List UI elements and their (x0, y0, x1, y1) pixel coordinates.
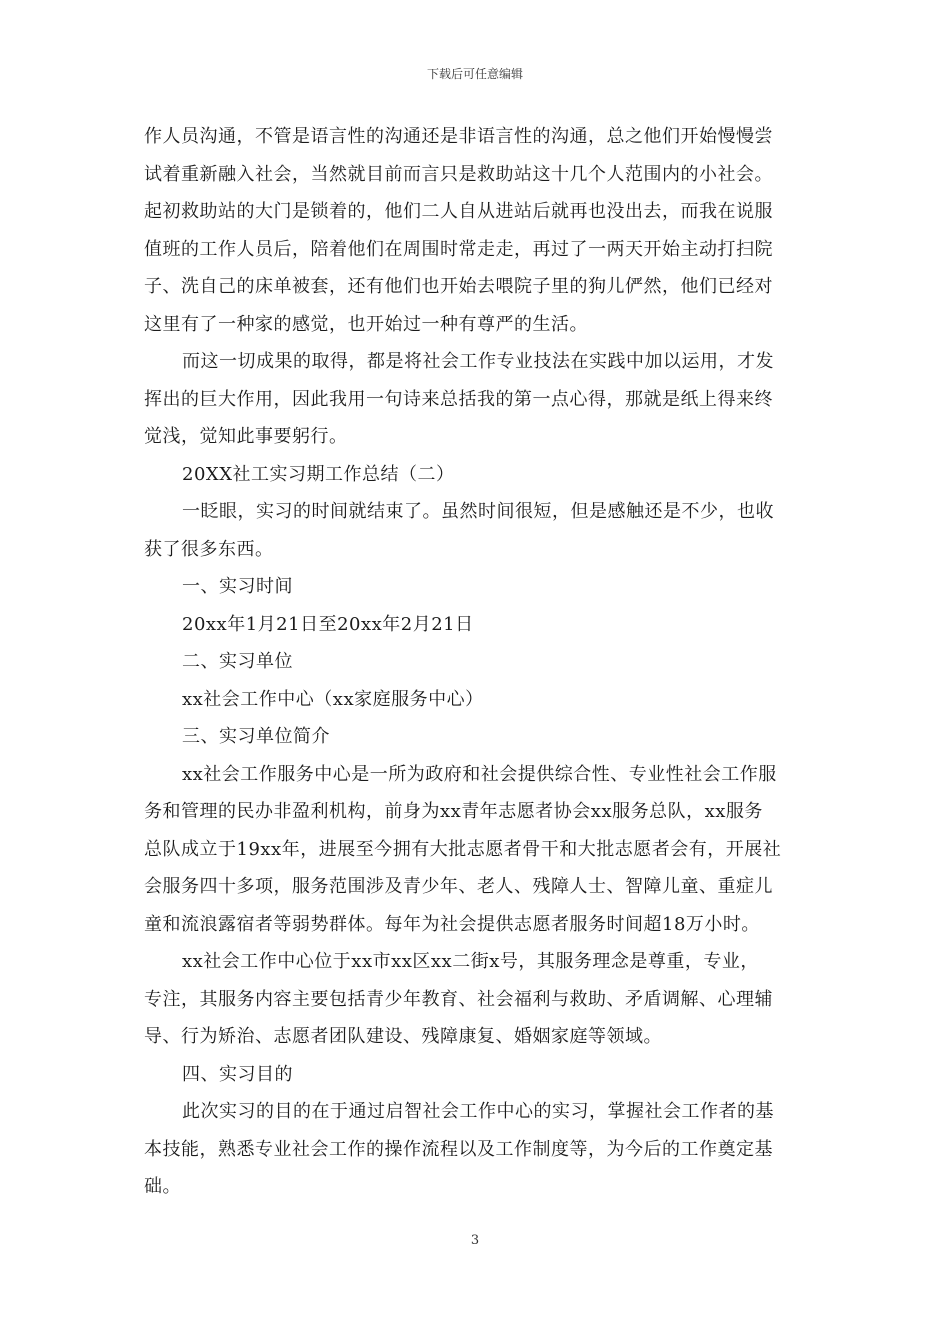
page-header: 下载后可任意编辑 (426, 67, 523, 81)
body-text-line: xx社会工作中心位于xx市xx区xx二街x号，其服务理念是尊重，专业， (182, 951, 759, 972)
body-text-line: 而这一切成果的取得，都是将社会工作专业技法在实践中加以运用，才发 (182, 351, 774, 372)
body-text-line: 此次实习的目的在于通过启智社会工作中心的实习，掌握社会工作者的基 (182, 1101, 774, 1122)
body-text-line: 三、实习单位简介 (182, 726, 330, 747)
body-text-line: 专注，其服务内容主要包括青少年教育、社会福利与救助、矛盾调解、心理辅 (144, 988, 773, 1010)
body-text-line: 础。 (144, 1176, 181, 1197)
body-text-line: 试着重新融入社会，当然就目前而言只是救助站这十几个人范围内的小社会。 (144, 163, 773, 185)
body-text-line: 挥出的巨大作用，因此我用一句诗来总括我的第一点心得，那就是纸上得来终 (144, 388, 773, 410)
body-text-line: 会服务四十多项，服务范围涉及青少年、老人、残障人士、智障儿童、重症儿 (144, 876, 773, 897)
body-text-line: 童和流浪露宿者等弱势群体。每年为社会提供志愿者服务时间超18万小时。 (144, 913, 760, 935)
body-text-line: 值班的工作人员后，陪着他们在周围时常走走，再过了一两天开始主动打扫院 (144, 238, 773, 260)
body-text-line: 这里有了一种家的感觉，也开始过一种有尊严的生活。 (144, 313, 588, 335)
body-text-line: xx社会工作中心（xx家庭服务中心） (182, 688, 484, 710)
page-number: 3 (470, 1233, 480, 1248)
body-text-line: 四、实习目的 (182, 1063, 293, 1085)
body-text-line: 二、实习单位 (182, 651, 293, 672)
body-text-line: 20xx年1月21日至20xx年2月21日 (182, 613, 474, 635)
body-text-line: 总队成立于19xx年，进展至今拥有大批志愿者骨干和大批志愿者会有，开展社 (144, 838, 782, 860)
body-text-line: 20XX社工实习期工作总结（二） (182, 463, 455, 485)
document-body (144, 118, 809, 1206)
body-text-line: 觉浅，觉知此事要躬行。 (144, 426, 348, 447)
body-text-line: 作人员沟通，不管是语言性的沟通还是非语言性的沟通，总之他们开始慢慢尝 (144, 126, 773, 147)
body-text-line: 一眨眼，实习的时间就结束了。虽然时间很短，但是感触还是不少，也收 (182, 501, 774, 522)
body-text-line: xx社会工作服务中心是一所为政府和社会提供综合性、专业性社会工作服 (182, 763, 777, 785)
body-text-line: 起初救助站的大门是锁着的，他们二人自从进站后就再也没出去，而我在说服 (144, 201, 773, 222)
body-text-line: 务和管理的民办非盈利机构，前身为xx青年志愿者协会xx服务总队，xx服务 (144, 801, 763, 822)
body-text-line: 本技能，熟悉专业社会工作的操作流程以及工作制度等，为今后的工作奠定基 (144, 1138, 773, 1160)
body-text-line: 导、行为矫治、志愿者团队建设、残障康复、婚姻家庭等领域。 (144, 1026, 662, 1047)
body-text-line: 一、实习时间 (182, 576, 293, 597)
body-text-line: 子、洗自己的床单被套，还有他们也开始去喂院子里的狗儿俨然，他们已经对 (144, 276, 773, 297)
body-text-line: 获了很多东西。 (144, 538, 274, 560)
